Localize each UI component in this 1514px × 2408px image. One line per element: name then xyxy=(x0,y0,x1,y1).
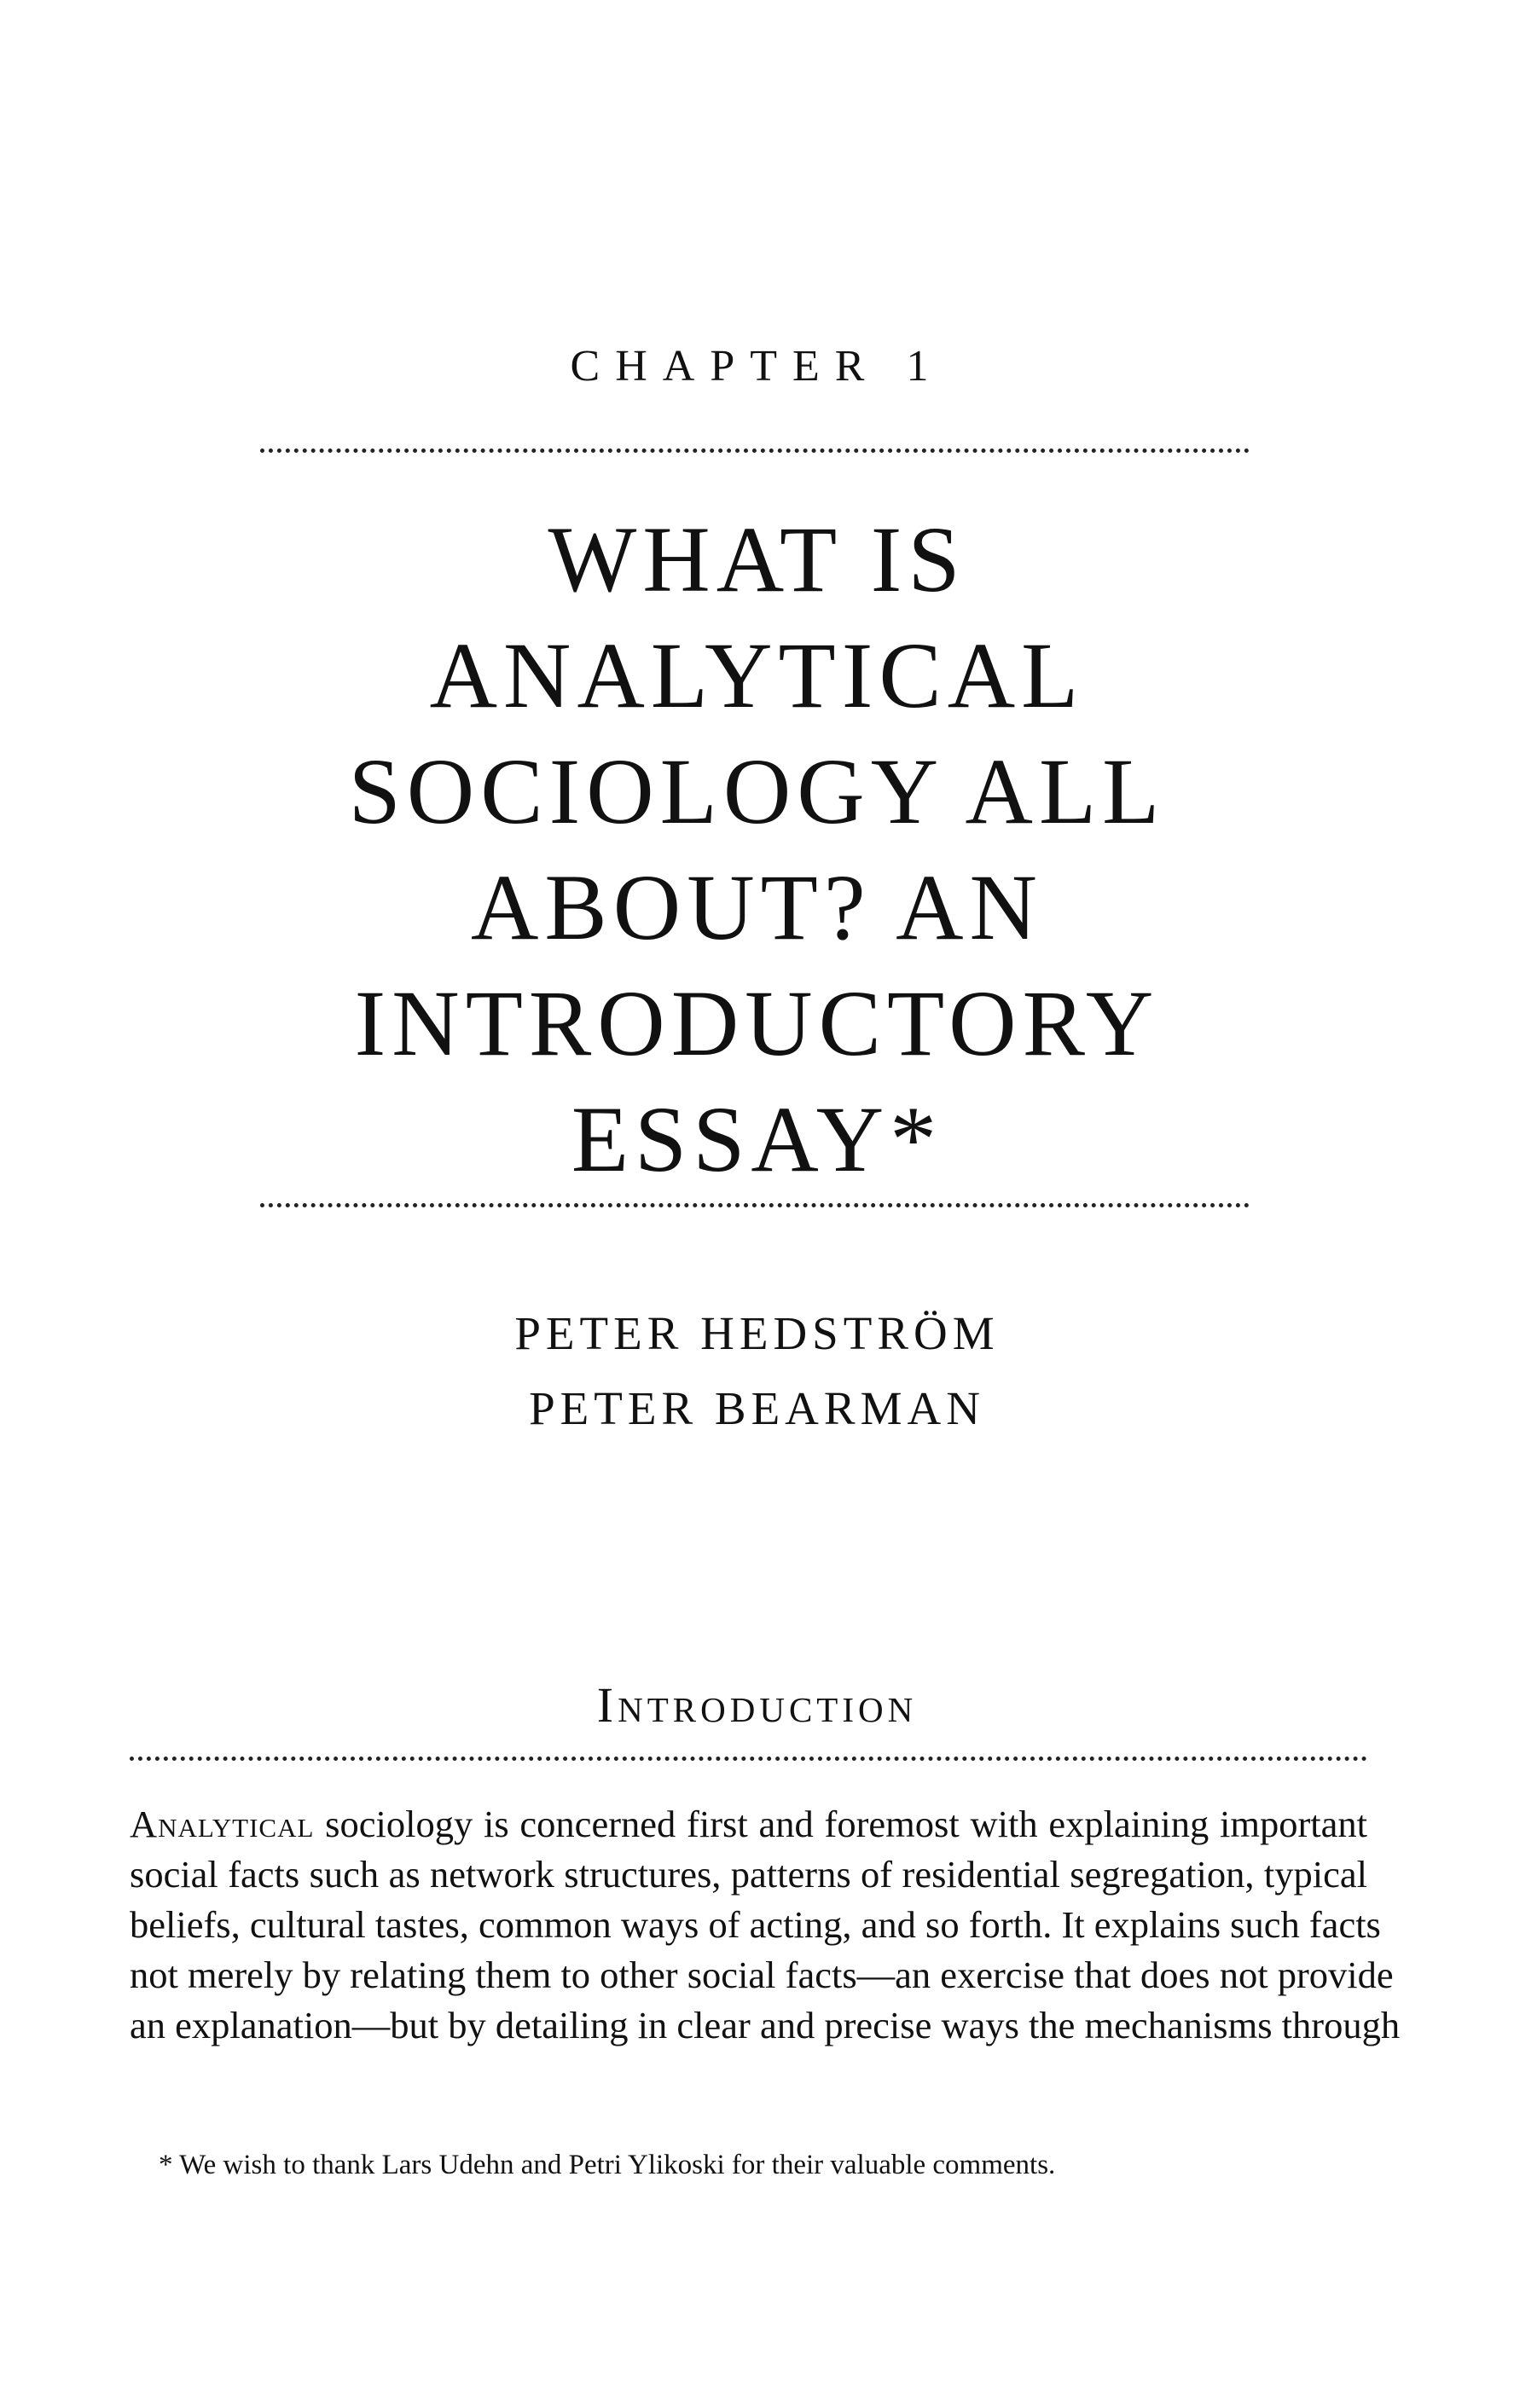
footnote: * We wish to thank Lars Udehn and Petri Ylikoski for their valuable comments. xyxy=(159,2150,1056,2180)
body-line: an explanation—but by detailing in clear and precise ways the mechanisms through xyxy=(130,2004,1401,2046)
author-list xyxy=(0,1296,1514,1446)
top-dotted-rule xyxy=(260,449,1250,453)
chapter-title xyxy=(256,501,1258,1197)
body-paragraph xyxy=(130,1799,1401,2051)
title-line: WHAT IS xyxy=(548,507,966,611)
body-line: beliefs, cultural tastes, common ways of acting, and so forth. It explains such facts xyxy=(130,1903,1381,1946)
body-line: not merely by relating them to other social facts—an exercise that does not provide xyxy=(130,1954,1394,1996)
title-line: SOCIOLOGY ALL xyxy=(348,739,1166,843)
author-name: PETER HEDSTRÖM xyxy=(514,1307,1000,1359)
author-name: PETER BEARMAN xyxy=(529,1382,985,1434)
section-heading: Introduction xyxy=(596,1677,918,1733)
section-dotted-rule xyxy=(130,1757,1367,1761)
title-line: ESSAY* xyxy=(571,1087,943,1191)
bottom-dotted-rule xyxy=(260,1203,1250,1207)
title-line: INTRODUCTORY xyxy=(354,971,1160,1075)
body-line: social facts such as network structures, patterns of residential segregation, typical xyxy=(130,1853,1367,1896)
title-line: ANALYTICAL xyxy=(429,623,1085,727)
title-line: ABOUT? AN xyxy=(470,855,1043,959)
chapter-label: CHAPTER 1 xyxy=(570,342,944,391)
body-line xyxy=(130,1799,1367,1849)
first-line-text: sociology is concerned first and foremost with explaining important xyxy=(314,1803,1367,1845)
lead-word: Analytical xyxy=(130,1803,315,1845)
